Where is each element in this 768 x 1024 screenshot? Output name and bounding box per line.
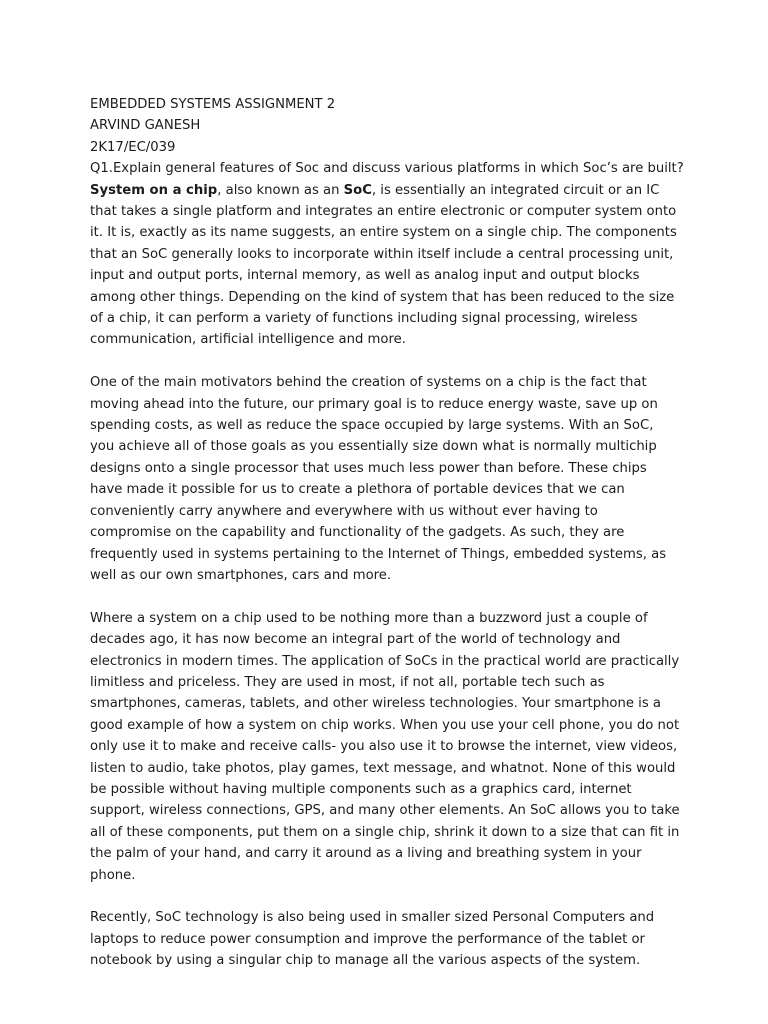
roll-number: 2K17/EC/039 (90, 139, 176, 155)
paragraph-text-segment: , also known as an (217, 182, 344, 198)
paragraph-motivation: One of the main motivators behind the creation of systems on a chip is the fact that moving ahead into the future, our primary goal is to reduce energy waste, save up on spending costs, as well as reduce the space occupied by large systems. With an SoC, you achieve all of those goals as you essentially size down what is normally multichip designs onto a single processor that uses much less power than before. These chips have made it possible for us to create a plethora of portable devices that we can conveniently carry anywhere and everywhere with us without ever having to compromise on the capability and functionality of the gadgets. As such, they are frequently used in systems pertaining to the Internet of Things, embedded systems, as well as our own smartphones, cars and more. (90, 375, 667, 583)
question-text: Q1.Explain general features of Soc and discuss various platforms in which Soc’s are built? (90, 161, 684, 177)
paragraph-pc-usage: Recently, SoC technology is also being used in smaller sized Personal Computers and laptops to reduce power consumption and improve the performance of the tablet or notebook by using a singular chip to manage all the various aspects of the system. (90, 910, 655, 969)
paragraph-text-segment: , is essentially an integrated circuit or an IC that takes a single platform and integrates an entire electronic or computer system onto it. It is, exactly as its name suggests, an entire system on a single chip. The components that an SoC generally looks to incorporate within itself include a central processing unit, input and output ports, internal memory, as well as analog input and output blocks among other things. Depending on the kind of system that has been reduced to the size of a chip, it can perform a variety of functions including signal processing, wireless communication, artificial intelligence and more. (90, 182, 677, 348)
paragraph-applications: Where a system on a chip used to be nothing more than a buzzword just a couple of decades ago, it has now become an integral part of the world of technology and electronics in modern times. The application of SoCs in the practical world are practically limitless and priceless. They are used in most, if not all, portable tech such as smartphones, cameras, tablets, and other wireless technologies. Your smartphone is a good example of how a system on chip works. When you use your cell phone, you do not only use it to make and receive calls- you also use it to browse the internet, view videos, listen to audio, take photos, play games, text message, and whatnot. None of this would be possible without having multiple components such as a graphics card, internet support, wireless connections, GPS, and many other elements. An SoC allows you to take all of these components, put them on a single chip, shrink it down to a size that can fit in the palm of your hand, and carry it around as a living and breathing system in your phone. (90, 610, 680, 883)
bold-term-soc: SoC (343, 182, 372, 198)
assignment-title: EMBEDDED SYSTEMS ASSIGNMENT 2 (90, 97, 336, 112)
bold-term-system-on-a-chip: System on a chip (90, 182, 218, 198)
author-name: ARVIND GANESH (90, 118, 201, 134)
document-body (90, 94, 684, 993)
paragraph-soc-definition (90, 180, 680, 351)
